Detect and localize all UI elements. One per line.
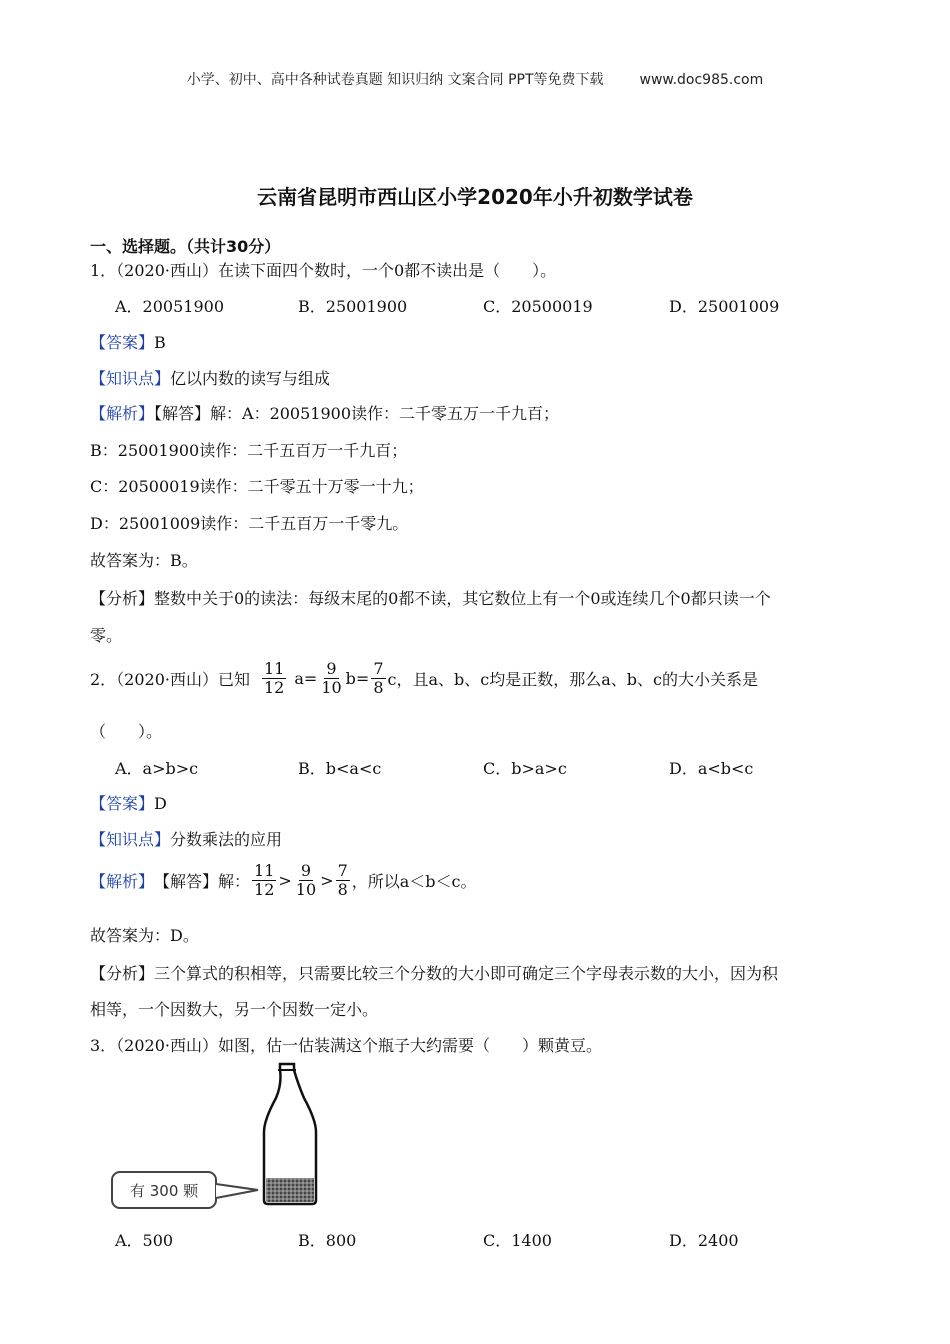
- q3-stem: 3．（2020·西山）如图，估一估装满这个瓶子大约需要（ ）颗黄豆。: [90, 1036, 602, 1055]
- callout-pointer: [216, 1184, 258, 1198]
- section-heading: 一、选择题。（共计30分）: [90, 237, 281, 256]
- q2-explain: [90, 862, 477, 899]
- q2-explain-fraction-2: [294, 862, 318, 899]
- q1-explain-line4: D：25001009读作：二千五百万一千零九。: [90, 514, 409, 533]
- q2-stem: [90, 660, 758, 697]
- q1-conclusion: 故答案为：B。: [90, 551, 198, 570]
- q1-explain-line1: [90, 401, 559, 424]
- q2-fraction-2-num: 9: [326, 659, 337, 678]
- q2-option-d: D．a<b<c: [669, 759, 754, 778]
- q2-fraction-1-num: 11: [264, 659, 285, 678]
- q2-option-c: C．b>a>c: [483, 759, 567, 778]
- q2-fraction-1-den: 12: [264, 678, 285, 697]
- page-header: [0, 69, 950, 89]
- header-site: www.doc985.com: [639, 72, 764, 88]
- q2-fraction-2-den: 10: [321, 678, 342, 697]
- q1-knowledge-tag: 【知识点】: [90, 369, 171, 388]
- q1-option-d: D．25001009: [669, 297, 780, 316]
- q1-explain-text1: 【解答】解：A：20051900读作：二千零五万一千九百；: [154, 404, 560, 423]
- q3-option-b: B．800: [298, 1231, 357, 1250]
- q2-explain-gt-2: >: [320, 871, 334, 890]
- q2-knowledge-tag: 【知识点】: [90, 830, 171, 849]
- header-text: 小学、初中、高中各种试卷真题 知识归纳 文案合同 PPT等免费下载: [186, 72, 604, 88]
- q2-explain-fraction-1: [252, 862, 276, 899]
- q2-fraction-3-num: 7: [373, 659, 384, 678]
- q3-option-a: A．500: [115, 1231, 174, 1250]
- q2-explain-fraction-2-num: 9: [300, 861, 312, 880]
- q2-fraction-2: [319, 660, 343, 697]
- q3-figure: [108, 1060, 338, 1220]
- q2-explain-fraction-3-den: 8: [337, 880, 348, 899]
- q2-prefix: 2．（2020·西山）已知: [90, 670, 250, 689]
- q2-fraction-3: [371, 660, 385, 697]
- q2-answer-value: D: [154, 794, 167, 813]
- q2-analysis-line1: 【分析】三个算式的积相等，只需要比较三个分数的大小即可确定三个字母表示数的大小，因为积: [90, 964, 779, 983]
- q1-option-a: A．20051900: [115, 297, 224, 316]
- q2-explain-fraction-1-num: 11: [254, 861, 275, 880]
- q2-option-b: B．b<a<c: [298, 759, 382, 778]
- q2-explain-tag: 【解析】: [90, 872, 155, 891]
- q2-explain-prefix: 【解答】解：: [154, 872, 251, 891]
- q1-knowledge: [90, 366, 330, 389]
- q2-explain-fraction-3-num: 7: [337, 861, 348, 880]
- q2-fraction-3-den: 8: [373, 678, 384, 697]
- q3-option-c: C．1400: [483, 1231, 552, 1250]
- q2-answer: [90, 791, 167, 814]
- q2-answer-tag: 【答案】: [90, 794, 155, 813]
- q2-option-a: A．a>b>c: [115, 759, 199, 778]
- bottle-figure: [108, 1060, 338, 1220]
- q1-analysis-line2: 零。: [90, 626, 123, 645]
- callout-text: 有 300 颗: [130, 1182, 199, 1200]
- q1-answer: [90, 330, 166, 353]
- q1-explain-tag: 【解析】: [90, 404, 155, 423]
- q1-analysis-line1: 【分析】整数中关于0的读法：每级末尾的0都不读，其它数位上有一个0或连续几个0都只读一个: [90, 589, 771, 608]
- q1-knowledge-value: 亿以内数的读写与组成: [170, 369, 331, 388]
- q1-explain-line2: B：25001900读作：二千五百万一千九百；: [90, 441, 408, 460]
- q1-explain-line3: C：20500019读作：二千零五十万零一十九；: [90, 477, 424, 496]
- q1-option-c: C．20500019: [483, 297, 593, 316]
- q2-explain-gt-1: >: [278, 871, 292, 890]
- beans-fill: [266, 1178, 314, 1202]
- q2-knowledge-value: 分数乘法的应用: [170, 830, 283, 849]
- q2-explain-fraction-1-den: 12: [254, 880, 275, 899]
- q2-mid1: a=: [294, 669, 318, 688]
- q2-explain-fraction-2-den: 10: [295, 880, 317, 899]
- q1-answer-tag: 【答案】: [90, 333, 155, 352]
- q2-suffix: c，且a、b、c均是正数，那么a、b、c的大小关系是: [387, 670, 758, 689]
- q3-option-d: D．2400: [669, 1231, 739, 1250]
- q2-mid2: b=: [345, 669, 370, 688]
- q2-blank: （ ）。: [90, 722, 163, 741]
- q2-explain-fraction-3: [336, 862, 350, 899]
- q1-answer-value: B: [154, 333, 166, 352]
- q2-knowledge: [90, 827, 282, 850]
- q2-conclusion: 故答案为：D。: [90, 926, 199, 945]
- q1-stem: 1．（2020·西山）在读下面四个数时，一个0都不读出是（ ）。: [90, 261, 557, 280]
- q1-option-b: B．25001900: [298, 297, 408, 316]
- page-title: 云南省昆明市西山区小学2020年小升初数学试卷: [257, 185, 693, 209]
- q2-explain-suffix: ，所以a＜b＜c。: [351, 872, 477, 891]
- q2-analysis-line2: 相等，一个因数大，另一个因数一定小。: [90, 1000, 379, 1019]
- q2-fraction-1: [262, 660, 286, 697]
